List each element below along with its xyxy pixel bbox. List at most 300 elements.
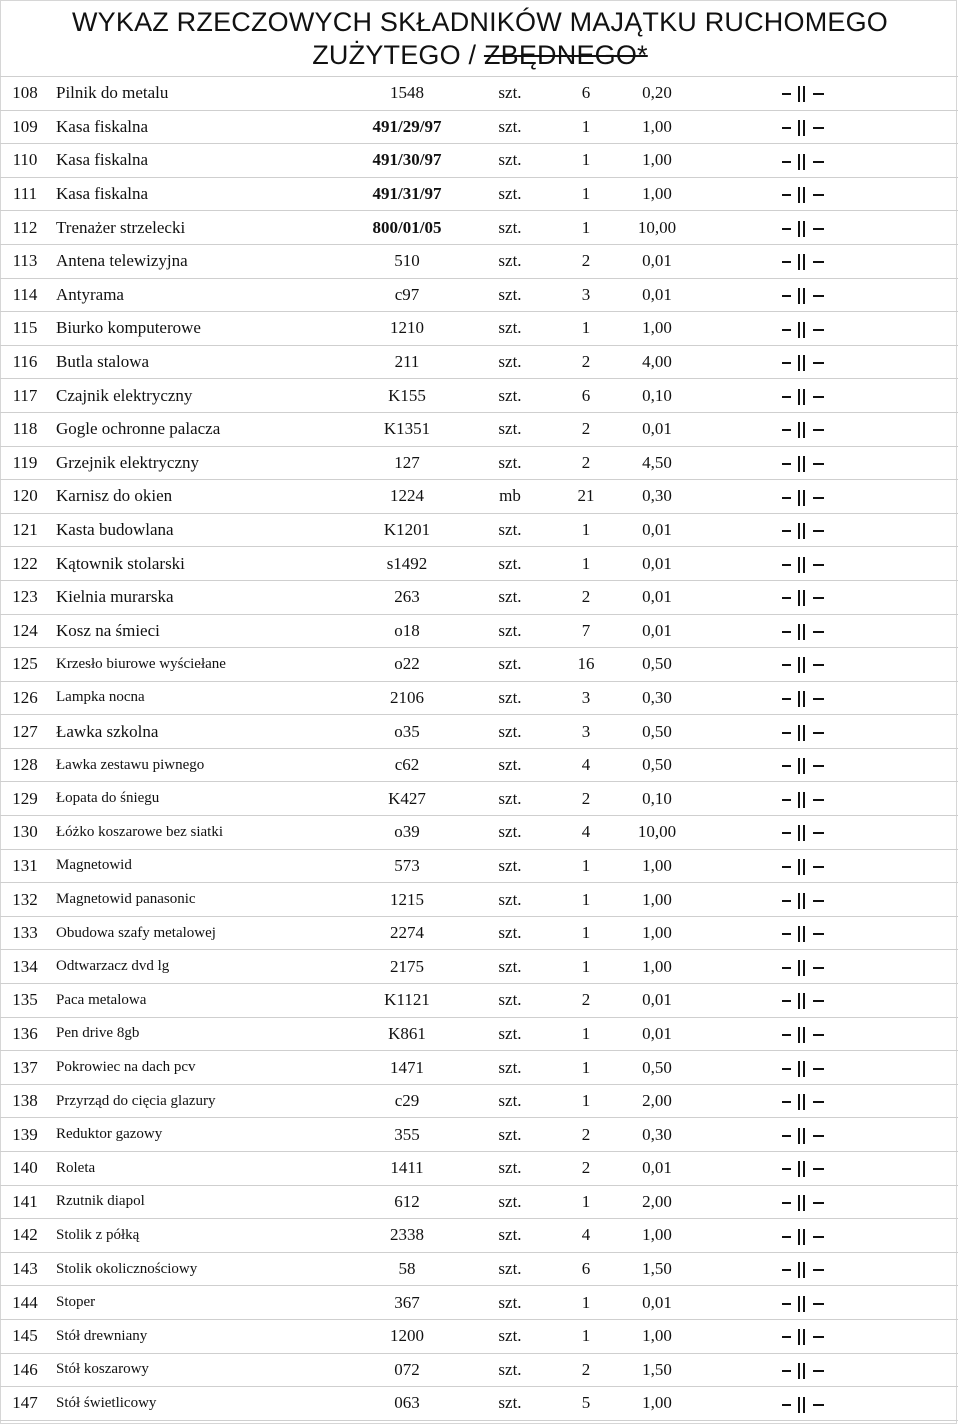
unit: szt. — [464, 110, 556, 144]
item-name: Kielnia murarska — [50, 580, 350, 614]
unit: szt. — [464, 77, 556, 111]
inventory-code: K1201 — [350, 513, 464, 547]
table-row — [0, 580, 958, 614]
unit-value: 1,50 — [616, 1252, 698, 1286]
spacer-cell — [698, 1051, 778, 1085]
unit: szt. — [464, 244, 556, 278]
spacer-cell — [698, 950, 778, 984]
inventory-rows — [0, 77, 958, 1421]
table-row — [0, 984, 958, 1018]
unit-value: 1,00 — [616, 883, 698, 917]
inventory-code: 612 — [350, 1185, 464, 1219]
row-number: 146 — [0, 1353, 50, 1387]
inventory-code: K1121 — [350, 984, 464, 1018]
dash-bar-mark — [778, 1084, 958, 1118]
row-number: 147 — [0, 1387, 50, 1421]
dash-bar-mark — [778, 144, 958, 178]
spacer-cell — [698, 77, 778, 111]
table-row — [0, 345, 958, 379]
spacer-cell — [698, 883, 778, 917]
dash-bar-icon — [778, 154, 838, 170]
quantity: 2 — [556, 446, 616, 480]
unit: mb — [464, 480, 556, 514]
dash-bar-icon — [778, 187, 838, 203]
inventory-code: K861 — [350, 1017, 464, 1051]
spacer-cell — [698, 1185, 778, 1219]
unit: szt. — [464, 748, 556, 782]
unit-value: 0,10 — [616, 379, 698, 413]
unit: szt. — [464, 950, 556, 984]
table-row — [0, 1084, 958, 1118]
dash-bar-icon — [778, 590, 838, 606]
item-name: Stół drewniany — [50, 1319, 350, 1353]
dash-bar-mark — [778, 278, 958, 312]
row-number: 144 — [0, 1286, 50, 1320]
dash-bar-icon — [778, 422, 838, 438]
dash-bar-mark — [778, 1017, 958, 1051]
unit: szt. — [464, 379, 556, 413]
unit: szt. — [464, 883, 556, 917]
unit-value: 0,30 — [616, 1118, 698, 1152]
unit-value: 4,50 — [616, 446, 698, 480]
table-row — [0, 1051, 958, 1085]
unit-value: 1,00 — [616, 110, 698, 144]
inventory-code: K155 — [350, 379, 464, 413]
item-name: Stolik okolicznościowy — [50, 1252, 350, 1286]
inventory-code: 1210 — [350, 312, 464, 346]
table-row — [0, 480, 958, 514]
item-name: Kasa fiskalna — [50, 177, 350, 211]
spacer-cell — [698, 446, 778, 480]
inventory-code: K427 — [350, 782, 464, 816]
dash-bar-mark — [778, 715, 958, 749]
inventory-code: 491/31/97 — [350, 177, 464, 211]
inventory-code: 1224 — [350, 480, 464, 514]
table-row — [0, 950, 958, 984]
unit-value: 0,01 — [616, 1286, 698, 1320]
item-name: Biurko komputerowe — [50, 312, 350, 346]
inventory-code: 367 — [350, 1286, 464, 1320]
unit: szt. — [464, 1084, 556, 1118]
unit-value: 0,01 — [616, 1017, 698, 1051]
table-row — [0, 748, 958, 782]
dash-bar-icon — [778, 725, 838, 741]
dash-bar-mark — [778, 816, 958, 850]
dash-bar-mark — [778, 1118, 958, 1152]
dash-bar-mark — [778, 1353, 958, 1387]
spacer-cell — [698, 177, 778, 211]
spacer-cell — [698, 312, 778, 346]
row-number: 133 — [0, 916, 50, 950]
unit: szt. — [464, 1017, 556, 1051]
item-name: Pen drive 8gb — [50, 1017, 350, 1051]
table-row — [0, 412, 958, 446]
unit: szt. — [464, 1185, 556, 1219]
quantity: 1 — [556, 1017, 616, 1051]
dash-bar-icon — [778, 389, 838, 405]
unit-value: 4,00 — [616, 345, 698, 379]
row-number: 113 — [0, 244, 50, 278]
row-number: 136 — [0, 1017, 50, 1051]
row-number: 121 — [0, 513, 50, 547]
table-row — [0, 312, 958, 346]
subtitle-struck-text: ZBĘDNEGO* — [483, 40, 648, 70]
dash-bar-icon — [778, 893, 838, 909]
unit: szt. — [464, 144, 556, 178]
quantity: 1 — [556, 950, 616, 984]
item-name: Reduktor gazowy — [50, 1118, 350, 1152]
inventory-code: 1200 — [350, 1319, 464, 1353]
unit: szt. — [464, 715, 556, 749]
dash-bar-mark — [778, 1051, 958, 1085]
dash-bar-icon — [778, 490, 838, 506]
unit-value: 1,00 — [616, 916, 698, 950]
unit-value: 0,20 — [616, 77, 698, 111]
dash-bar-icon — [778, 523, 838, 539]
dash-bar-mark — [778, 984, 958, 1018]
unit-value: 1,00 — [616, 177, 698, 211]
page-title: WYKAZ RZECZOWYCH SKŁADNIKÓW MAJĄTKU RUCHOMEGO — [71, 7, 889, 37]
dash-bar-icon — [778, 1128, 838, 1144]
row-number: 111 — [0, 177, 50, 211]
inventory-code: 58 — [350, 1252, 464, 1286]
table-row — [0, 77, 958, 111]
unit: szt. — [464, 648, 556, 682]
item-name: Przyrząd do cięcia glazury — [50, 1084, 350, 1118]
unit: szt. — [464, 1353, 556, 1387]
dash-bar-icon — [778, 1296, 838, 1312]
spacer-cell — [698, 244, 778, 278]
dash-bar-mark — [778, 480, 958, 514]
unit-value: 1,00 — [616, 1219, 698, 1253]
inventory-code: 063 — [350, 1387, 464, 1421]
dash-bar-icon — [778, 1329, 838, 1345]
dash-bar-icon — [778, 1262, 838, 1278]
quantity: 1 — [556, 1051, 616, 1085]
row-number: 119 — [0, 446, 50, 480]
dash-bar-mark — [778, 614, 958, 648]
item-name: Czajnik elektryczny — [50, 379, 350, 413]
unit: szt. — [464, 513, 556, 547]
row-number: 125 — [0, 648, 50, 682]
quantity: 3 — [556, 715, 616, 749]
row-number: 114 — [0, 278, 50, 312]
quantity: 1 — [556, 211, 616, 245]
unit-value: 1,00 — [616, 950, 698, 984]
dash-bar-mark — [778, 1286, 958, 1320]
row-number: 112 — [0, 211, 50, 245]
spacer-cell — [698, 580, 778, 614]
table-row — [0, 883, 958, 917]
unit-value: 10,00 — [616, 211, 698, 245]
unit-value: 2,00 — [616, 1084, 698, 1118]
row-number: 116 — [0, 345, 50, 379]
table-row — [0, 816, 958, 850]
unit-value: 0,01 — [616, 278, 698, 312]
dash-bar-mark — [778, 244, 958, 278]
dash-bar-mark — [778, 211, 958, 245]
quantity: 2 — [556, 1152, 616, 1186]
table-row — [0, 648, 958, 682]
dash-bar-icon — [778, 254, 838, 270]
dash-bar-mark — [778, 312, 958, 346]
dash-bar-mark — [778, 547, 958, 581]
dash-bar-mark — [778, 1252, 958, 1286]
table-row — [0, 681, 958, 715]
unit: szt. — [464, 681, 556, 715]
inventory-code: 263 — [350, 580, 464, 614]
unit: szt. — [464, 547, 556, 581]
item-name: Roleta — [50, 1152, 350, 1186]
spacer-cell — [698, 1084, 778, 1118]
quantity: 4 — [556, 1219, 616, 1253]
spacer-cell — [698, 211, 778, 245]
quantity: 1 — [556, 513, 616, 547]
table-row — [0, 513, 958, 547]
spacer-cell — [698, 1319, 778, 1353]
row-number: 142 — [0, 1219, 50, 1253]
dash-bar-mark — [778, 1387, 958, 1421]
unit-value: 1,50 — [616, 1353, 698, 1387]
quantity: 2 — [556, 1118, 616, 1152]
item-name: Butla stalowa — [50, 345, 350, 379]
table-row — [0, 177, 958, 211]
table-row — [0, 614, 958, 648]
dash-bar-mark — [778, 1319, 958, 1353]
inventory-code: 1471 — [350, 1051, 464, 1085]
dash-bar-icon — [778, 355, 838, 371]
item-name: Grzejnik elektryczny — [50, 446, 350, 480]
unit: szt. — [464, 278, 556, 312]
unit: szt. — [464, 614, 556, 648]
spacer-cell — [698, 1118, 778, 1152]
inventory-code: 2274 — [350, 916, 464, 950]
dash-bar-icon — [778, 322, 838, 338]
quantity: 2 — [556, 412, 616, 446]
unit-value: 1,00 — [616, 312, 698, 346]
inventory-code: 2106 — [350, 681, 464, 715]
dash-bar-mark — [778, 379, 958, 413]
unit-value: 2,00 — [616, 1185, 698, 1219]
dash-bar-icon — [778, 1229, 838, 1245]
quantity: 1 — [556, 312, 616, 346]
inventory-code: 2338 — [350, 1219, 464, 1253]
dash-bar-mark — [778, 748, 958, 782]
spacer-cell — [698, 681, 778, 715]
unit: szt. — [464, 1118, 556, 1152]
row-number: 123 — [0, 580, 50, 614]
inventory-code: 127 — [350, 446, 464, 480]
item-name: Magnetowid panasonic — [50, 883, 350, 917]
quantity: 6 — [556, 379, 616, 413]
quantity: 7 — [556, 614, 616, 648]
dash-bar-icon — [778, 1027, 838, 1043]
table-row — [0, 1017, 958, 1051]
item-name: Rzutnik diapol — [50, 1185, 350, 1219]
quantity: 1 — [556, 1286, 616, 1320]
unit: szt. — [464, 984, 556, 1018]
dash-bar-icon — [778, 1061, 838, 1077]
inventory-code: 573 — [350, 849, 464, 883]
quantity: 1 — [556, 547, 616, 581]
inventory-code: 072 — [350, 1353, 464, 1387]
dash-bar-mark — [778, 782, 958, 816]
unit: szt. — [464, 849, 556, 883]
dash-bar-mark — [778, 1185, 958, 1219]
inventory-code: 800/01/05 — [350, 211, 464, 245]
unit-value: 10,00 — [616, 816, 698, 850]
item-name: Pokrowiec na dach pcv — [50, 1051, 350, 1085]
unit-value: 0,50 — [616, 1051, 698, 1085]
quantity: 1 — [556, 883, 616, 917]
unit: szt. — [464, 312, 556, 346]
unit: szt. — [464, 782, 556, 816]
row-number: 130 — [0, 816, 50, 850]
row-number: 120 — [0, 480, 50, 514]
row-number: 140 — [0, 1152, 50, 1186]
spacer-cell — [698, 513, 778, 547]
item-name: Kątownik stolarski — [50, 547, 350, 581]
dash-bar-mark — [778, 110, 958, 144]
unit: szt. — [464, 1252, 556, 1286]
quantity: 4 — [556, 748, 616, 782]
quantity: 16 — [556, 648, 616, 682]
table-row — [0, 1286, 958, 1320]
table-row — [0, 782, 958, 816]
spacer-cell — [698, 1286, 778, 1320]
dash-bar-icon — [778, 1161, 838, 1177]
item-name: Paca metalowa — [50, 984, 350, 1018]
quantity: 2 — [556, 984, 616, 1018]
table-row — [0, 916, 958, 950]
spacer-cell — [698, 1252, 778, 1286]
item-name: Ławka zestawu piwnego — [50, 748, 350, 782]
dash-bar-mark — [778, 883, 958, 917]
inventory-code: K1351 — [350, 412, 464, 446]
table-row — [0, 547, 958, 581]
inventory-code: 355 — [350, 1118, 464, 1152]
table-row — [0, 1319, 958, 1353]
table-row — [0, 278, 958, 312]
table-row — [0, 446, 958, 480]
dash-bar-mark — [778, 412, 958, 446]
row-number: 129 — [0, 782, 50, 816]
item-name: Magnetowid — [50, 849, 350, 883]
spacer-cell — [698, 782, 778, 816]
unit: szt. — [464, 345, 556, 379]
quantity: 2 — [556, 782, 616, 816]
unit-value: 1,00 — [616, 849, 698, 883]
unit-value: 0,01 — [616, 244, 698, 278]
inventory-code: 1548 — [350, 77, 464, 111]
row-number: 141 — [0, 1185, 50, 1219]
inventory-code: 2175 — [350, 950, 464, 984]
row-number: 145 — [0, 1319, 50, 1353]
row-number: 135 — [0, 984, 50, 1018]
table-row — [0, 144, 958, 178]
item-name: Stoper — [50, 1286, 350, 1320]
spacer-cell — [698, 816, 778, 850]
unit-value: 0,30 — [616, 480, 698, 514]
item-name: Obudowa szafy metalowej — [50, 916, 350, 950]
dash-bar-mark — [778, 513, 958, 547]
spacer-cell — [698, 110, 778, 144]
item-name: Kasta budowlana — [50, 513, 350, 547]
unit: szt. — [464, 412, 556, 446]
item-name: Kosz na śmieci — [50, 614, 350, 648]
quantity: 3 — [556, 681, 616, 715]
dash-bar-icon — [778, 825, 838, 841]
dash-bar-icon — [778, 120, 838, 136]
unit-value: 1,00 — [616, 1387, 698, 1421]
table-row — [0, 849, 958, 883]
spacer-cell — [698, 1353, 778, 1387]
unit-value: 0,01 — [616, 580, 698, 614]
spacer-cell — [698, 345, 778, 379]
table-row — [0, 1353, 958, 1387]
quantity: 1 — [556, 916, 616, 950]
unit-value: 0,01 — [616, 984, 698, 1018]
dash-bar-icon — [778, 456, 838, 472]
quantity: 21 — [556, 480, 616, 514]
dash-bar-icon — [778, 1397, 838, 1413]
table-row — [0, 1185, 958, 1219]
dash-bar-icon — [778, 926, 838, 942]
row-number: 108 — [0, 77, 50, 111]
quantity: 4 — [556, 816, 616, 850]
item-name: Trenażer strzelecki — [50, 211, 350, 245]
table-row — [0, 715, 958, 749]
dash-bar-icon — [778, 691, 838, 707]
dash-bar-mark — [778, 1152, 958, 1186]
spacer-cell — [698, 648, 778, 682]
unit: szt. — [464, 446, 556, 480]
dash-bar-icon — [778, 1094, 838, 1110]
item-name: Karnisz do okien — [50, 480, 350, 514]
table-row — [0, 1152, 958, 1186]
dash-bar-icon — [778, 758, 838, 774]
dash-bar-icon — [778, 960, 838, 976]
dash-bar-icon — [778, 859, 838, 875]
inventory-code: o39 — [350, 816, 464, 850]
inventory-code: 491/30/97 — [350, 144, 464, 178]
row-number: 139 — [0, 1118, 50, 1152]
inventory-code: c97 — [350, 278, 464, 312]
item-name: Lampka nocna — [50, 681, 350, 715]
row-number: 143 — [0, 1252, 50, 1286]
spacer-cell — [698, 1219, 778, 1253]
spacer-cell — [698, 1387, 778, 1421]
unit: szt. — [464, 816, 556, 850]
row-number: 117 — [0, 379, 50, 413]
row-number: 131 — [0, 849, 50, 883]
row-number: 137 — [0, 1051, 50, 1085]
inventory-code: o18 — [350, 614, 464, 648]
dash-bar-mark — [778, 580, 958, 614]
row-number: 132 — [0, 883, 50, 917]
page-subtitle — [0, 39, 960, 72]
dash-bar-icon — [778, 86, 838, 102]
inventory-table — [0, 76, 958, 1421]
subtitle-text: ZUŻYTEGO / — [312, 40, 484, 70]
dash-bar-mark — [778, 681, 958, 715]
item-name: Gogle ochronne palacza — [50, 412, 350, 446]
spacer-cell — [698, 379, 778, 413]
quantity: 6 — [556, 1252, 616, 1286]
spacer-cell — [698, 748, 778, 782]
unit: szt. — [464, 1387, 556, 1421]
item-name: Antyrama — [50, 278, 350, 312]
